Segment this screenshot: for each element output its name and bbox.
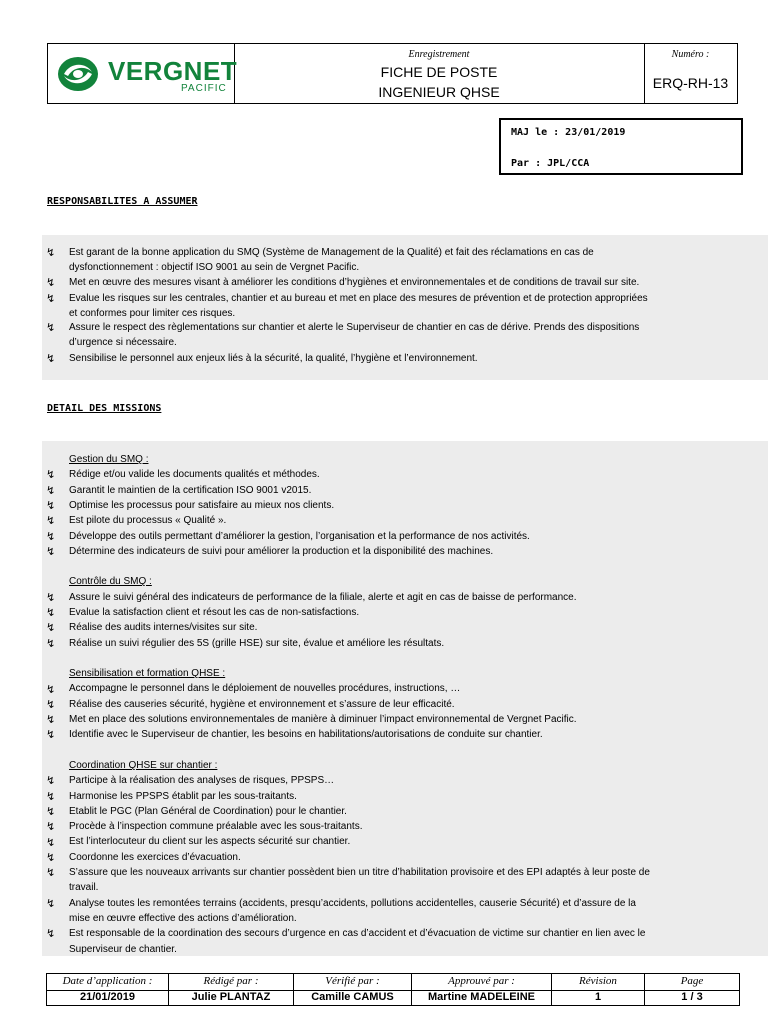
bullet-icon: ↯: [46, 851, 56, 864]
page-column: [645, 974, 739, 1005]
mission-line: Coordonne les exercices d’évacuation.: [69, 852, 241, 863]
bullet-icon: ↯: [46, 714, 56, 727]
update-box: [499, 118, 743, 175]
responsibility-line: Sensibilise le personnel aux enjeux liés à la sécurité, la qualité, l’hygiène et l’environnement.: [69, 353, 478, 364]
document-number: ERQ-RH-13: [652, 75, 729, 91]
bullet-icon: ↯: [46, 484, 56, 497]
mission-subheading: Coordination QHSE sur chantier :: [69, 760, 218, 771]
number-cell: [644, 44, 737, 103]
mission-line: travail.: [69, 882, 99, 893]
footer-value: 1: [594, 991, 602, 1003]
bullet-icon: ↯: [46, 515, 56, 528]
mission-line: mise en œuvre effective des actions d’amélioration.: [69, 913, 297, 924]
bullet-icon: ↯: [46, 775, 56, 788]
bullet-icon: ↯: [46, 353, 56, 365]
bullet-icon: ↯: [46, 469, 56, 482]
responsibility-line: Met en œuvre des mesures visant à améliorer les conditions d’hygiènes et environnementales et de conditions de travail sur site.: [69, 277, 640, 288]
mission-line: Accompagne le personnel dans le déploiement de nouvelles procédures, instructions, …: [69, 683, 461, 694]
footer-header: Page: [680, 975, 704, 987]
mission-line: Détermine des indicateurs de suivi pour améliorer la production et la disponibilité des machines.: [69, 546, 494, 557]
mission-line: Est l’interlocuteur du client sur les aspects sécurité sur chantier.: [69, 836, 351, 847]
mission-line: Est pilote du processus « Qualité ».: [69, 515, 227, 526]
mission-line: Réalise des causeries sécurité, hygiène et environnement et s’assure de leur efficacité.: [69, 699, 455, 710]
bullet-icon: ↯: [46, 499, 56, 512]
footer-value: Julie PLANTAZ: [191, 991, 271, 1003]
footer-value: Camille CAMUS: [311, 991, 394, 1003]
update-author: Par : JPL/CCA: [511, 158, 590, 169]
bullet-icon: ↯: [46, 790, 56, 803]
mission-subheading: Contrôle du SMQ :: [69, 576, 152, 587]
mission-line: Rédige et/ou valide les documents qualités et méthodes.: [69, 469, 320, 480]
footer-header: Approuvé par :: [448, 975, 515, 987]
bullet-icon: ↯: [46, 867, 56, 880]
bullet-icon: ↯: [46, 247, 56, 259]
mission-subheading: Gestion du SMQ :: [69, 454, 149, 465]
responsibility-line: Est garant de la bonne application du SMQ (Système de Management de la Qualité) et fait des réclamations en cas de: [69, 247, 594, 258]
bullet-icon: ↯: [46, 545, 56, 558]
responsibility-line: Evalue les risques sur les centrales, chantier et au bureau et met en place des mesures de prévention et de protection appropriées: [69, 293, 648, 304]
bullet-icon: ↯: [46, 293, 56, 305]
mission-line: Réalise un suivi régulier des 5S (grille HSE) sur site, évalue et améliore les résultats.: [69, 638, 445, 649]
bullet-icon: ↯: [46, 897, 56, 910]
responsibility-line: dysfonctionnement : objectif ISO 9001 au sein de Vergnet Pacific.: [69, 262, 360, 273]
footer-value: 1 / 3: [681, 991, 703, 1003]
mission-line: Etablit le PGC (Plan Général de Coordination) pour le chantier.: [69, 806, 347, 817]
mission-line: Superviseur de chantier.: [69, 944, 177, 955]
mission-line: Réalise des audits internes/visites sur site.: [69, 622, 258, 633]
bullet-icon: ↯: [46, 607, 56, 619]
responsibility-line: d’urgence si nécessaire.: [69, 337, 177, 348]
footer-value: 21/01/2019: [79, 991, 136, 1003]
footer-value: Martine MADELEINE: [428, 991, 535, 1003]
mission-line: Assure le suivi général des indicateurs de performance de la filiale, alerte et agit en cas de baisse de performance.: [69, 592, 577, 603]
mission-line: Analyse toutes les remontées terrains (accidents, presqu’accidents, pollutions accidentelles, causerie Sécurité) et d’assure de la: [69, 898, 636, 909]
missions-title: DETAIL DES MISSIONS: [47, 403, 162, 414]
bullet-icon: ↯: [46, 591, 56, 604]
bullet-icon: ↯: [46, 698, 56, 711]
bullet-icon: ↯: [46, 836, 56, 849]
footer-header: Rédigé par :: [203, 975, 259, 987]
mission-line: Participe à la réalisation des analyses de risques, PPSPS…: [69, 775, 335, 786]
update-date: MAJ le : 23/01/2019: [511, 127, 626, 138]
bullet-icon: ↯: [46, 322, 56, 334]
mission-line: Identifie avec le Superviseur de chantier, les besoins en habilitations/autorisations de conduite sur chantier.: [69, 729, 543, 740]
date-column: [47, 974, 169, 1005]
footer-header: Date d’application :: [62, 975, 153, 987]
vergnet-logo: [56, 54, 238, 94]
footer-header: Vérifié par :: [325, 975, 380, 987]
revision-column: [552, 974, 645, 1005]
mission-line: Optimise les processus pour satisfaire au mieux nos clients.: [69, 500, 335, 511]
bullet-icon: ↯: [46, 637, 56, 650]
mission-line: Harmonise les PPSPS établit par les sous-traitants.: [69, 791, 297, 802]
mission-line: Développe des outils permettant d’améliorer la gestion, l’organisation et la performance de nos activités.: [69, 531, 530, 542]
approval-table: [46, 973, 740, 1006]
document-subtitle: INGENIEUR QHSE: [378, 84, 500, 100]
document-header: [47, 43, 738, 104]
bullet-icon: ↯: [46, 821, 56, 834]
mission-line: Procède à l’inspection commune préalable avec les sous-traitants.: [69, 821, 363, 832]
bullet-icon: ↯: [46, 729, 56, 742]
mission-line: S’assure que les nouveaux arrivants sur chantier possèdent bien un titre d’habilitation provisoire et des EPI adaptés à leur poste de: [69, 867, 650, 878]
bullet-icon: ↯: [46, 277, 56, 289]
title-cell: [234, 44, 645, 103]
footer-header: Révision: [579, 975, 617, 987]
responsibilities-title: RESPONSABILITES A ASSUMER: [47, 196, 198, 207]
logo-cell: [48, 44, 238, 103]
verifier-column: [294, 974, 412, 1005]
record-type: Enregistrement: [408, 49, 470, 60]
bullet-icon: ↯: [46, 530, 56, 543]
mission-line: Met en place des solutions environnementales de manière à diminuer l’impact environnemental de Vergnet Pacific.: [69, 714, 577, 725]
approver-column: [412, 974, 552, 1005]
author-column: [169, 974, 294, 1005]
mission-line: Garantit le maintien de la certification ISO 9001 v2015.: [69, 485, 312, 496]
responsibility-line: Assure le respect des règlementations sur chantier et alerte le Superviseur de chantier en cas de dérive. Prends des dispositions: [69, 322, 640, 333]
mission-subheading: Sensibilisation et formation QHSE :: [69, 668, 226, 679]
mission-line: Est responsable de la coordination des secours d’urgence en cas d’accident et d’évacuation de victime sur chantier en lien avec le: [69, 928, 646, 939]
logo-swirl-icon: [56, 54, 104, 94]
document-title: FICHE DE POSTE: [380, 64, 498, 80]
logo-subtitle: PACIFIC: [181, 83, 227, 94]
bullet-icon: ↯: [46, 683, 56, 696]
responsibility-line: et conformes pour limiter ces risques.: [69, 308, 236, 319]
mission-line: Evalue la satisfaction client et résout les cas de non-satisfactions.: [69, 607, 360, 618]
logo-wordmark: VERGNET: [108, 56, 238, 86]
bullet-icon: ↯: [46, 622, 56, 635]
bullet-icon: ↯: [46, 928, 56, 941]
number-label: Numéro :: [671, 49, 710, 60]
bullet-icon: ↯: [46, 805, 56, 818]
